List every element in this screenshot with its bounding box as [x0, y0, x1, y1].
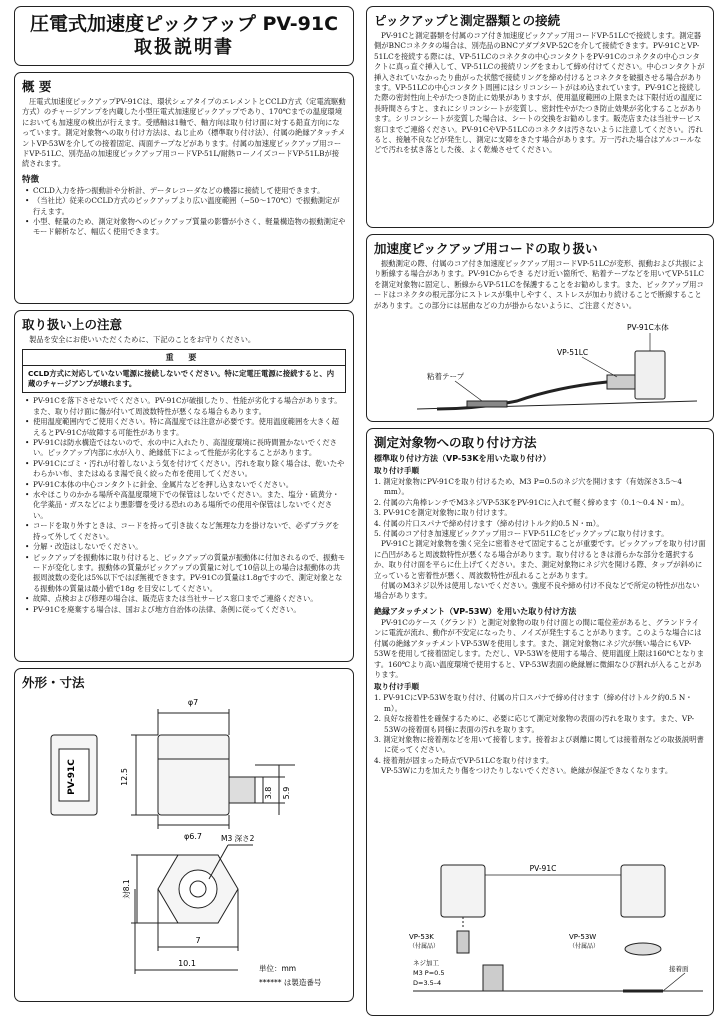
unit-note: 単位：mm	[259, 964, 297, 973]
precautions-section	[14, 310, 354, 662]
list-item: • 水やほこりのかかる場所や高温度環境下での保管はしないでください。また、塩分・硫黄分・化学薬品・ガスなどにより悪影響を受ける恐れのある場所での使用や保管はしないでください。	[33, 490, 346, 521]
fig-53w-label: VP-53W	[569, 933, 597, 941]
list-item: • CCLD入力を持つ振動計や分析計、データレコーダなどの機器に接続して使用できます。	[33, 186, 346, 196]
attachment-vp53w	[625, 943, 661, 955]
dimension-drawing	[23, 689, 345, 994]
dim-width-1: 7	[195, 936, 201, 945]
overview-heading: 概 要	[22, 79, 52, 94]
list-item: 3. PV-91Cを測定対象物に取り付けます。	[374, 508, 512, 518]
adhesive-tape	[467, 401, 507, 407]
dim-height: 12.5	[120, 768, 129, 786]
features-list	[22, 186, 346, 238]
list-item: • 故障、点検および修理の場合は、販売店または当社サービス窓口までご連絡ください。	[33, 594, 346, 604]
fig-adhesive-label: 接着面	[669, 965, 689, 973]
cord-illustration	[407, 321, 707, 417]
steps-heading: 取り付け手順	[374, 466, 419, 475]
thread-hole-section	[483, 965, 503, 991]
thread-hole	[190, 881, 206, 897]
cord-body: 振動測定の際、付属のコア付き加速度ピックアップ用コードVP-51LCが変形、振動および共振により断線する場合があります。PV-91Cからでき るだけ近い箇所で、粘着テープなどを用いてVP-51LCを測定対象物に固定し、断線からVP-51LCを保護することをお勧めします。また、ピックアップ用コードはコネクタの根元部分にストレスが集中しやすく、ストレスが加わり続けることで断線することがあります。この部分には屈曲などの力が掛からないように、ご注意ください。	[374, 259, 705, 310]
cord-section	[366, 234, 714, 422]
overview-section	[14, 72, 354, 304]
list-item: • 小型、軽量のため、測定対象物へのピックアップ質量の影響が小さく、軽量構造物の振動測定やモード解析など、幅広く使用できます。	[33, 217, 346, 238]
mounting-heading: 測定対象物への取り付け方法	[374, 435, 537, 450]
list-item: 5. 付属のコア付き加速度ピックアップ用コードVP-51LCをピックアップに取り付けます。	[374, 529, 669, 539]
standard-heading: 標準取り付け方法（VP-53Kを用いた取り付け）	[374, 454, 551, 463]
fig-screw-label: ネジ加工	[413, 959, 439, 967]
cord-heading: 加速度ピックアップ用コードの取り扱い	[374, 241, 598, 256]
standard-steps	[374, 477, 706, 539]
title-box	[14, 6, 354, 66]
list-item: • 使用温度範囲内でご使用ください。特に高温度では注意が必要です。使用温度範囲を大きく超えるとPV-91Cが故障する可能性があります。	[33, 417, 346, 438]
precautions-list	[22, 396, 346, 615]
precautions-intro: 製品を安全にお使いいただくために、下記のことをお守りください。	[29, 335, 256, 344]
body-label: PV-91C	[67, 759, 77, 795]
hex-spec: 対8.1	[122, 879, 131, 899]
overview-body: 圧電式加速度ピックアップPV-91Cは、環状シェアタイプのエレメントとCCLD方式（定電流駆動方式）のチャージアンプを内蔵した小型圧電式加速度ピックアップであり、170℃までの温度環境においても加速度の検出が行えます。受感軸は1軸で、軸方向は取り付け面に対する鉛直方向になっています。測定対象物への取り付け方法は、ねじ止め（標準取り付け法）、付属の絶縁アタッチメントVP-53Wを介しての接着固定、両面テープなどがあります。付属の加速度ピックアップ用コードVP-51LC、別売品の加速度ピックアップ用コードVP-51L/耐熱ローノイズコードVP-51LBが接続されます。	[22, 97, 346, 169]
pickup-body-side	[158, 735, 229, 815]
list-item: • PV-91Cは防水構造ではないので、水の中に入れたり、高湿度環境に長時間置かないでください。ピックアップ内部に水が入り、絶縁低下によって性能が劣化することがあります。	[33, 438, 346, 459]
fig-53k-label: VP-53K	[409, 933, 434, 941]
dim-bottom-diameter: φ6.7	[184, 832, 202, 841]
list-item: 3. 測定対象物に接着剤などを用いて接着します。接着および剥離に関しては接着剤などの取扱説明書に従ってください。	[374, 734, 704, 755]
body-label: PV-91C本体	[627, 323, 669, 332]
list-item: • PV-91Cを落下させないでください。PV-91Cが破損したり、性能が劣化する場合があります。また、取り付け面に傷が付いて周波数特性が悪くなる場合もあります。	[33, 396, 346, 417]
insulated-body: PV-91Cのケース（グランド）と測定対象物の取り付け面との間に電位差があると、グランドラインに電流が流れ、動作が不安定になったり、ノイズが発生することがあります。このような場合には付属の絶縁アタッチメントVP-53Wを使用します。また、測定対象物にネジ穴が無い場合にもVP-53Wを使用して接着固定します。ただし、VP-53Wを使用する場合、使用温度上限は160℃となります。160℃より高い温度環境で使用すると、VP-53W表面の絶縁層に微細なひび割れが入ることがあります。	[374, 617, 705, 679]
connection-section	[366, 6, 714, 228]
pickup-body	[635, 351, 665, 399]
insulated-heading: 絶縁アタッチメント（VP-53W）を用いた取り付け方法	[374, 606, 577, 616]
fig-m3-label: M3 P=0.5	[413, 969, 445, 977]
features-heading: 特徴	[22, 174, 40, 185]
list-item: 1. 測定対象物にPV-91Cを取り付けるため、M3 P=0.5のネジ穴を開けます（有効深さ3.5〜4 mm）。	[374, 477, 683, 497]
fig-53k-sub: （付属品）	[409, 943, 440, 950]
dim-connector-1: 3.8	[264, 786, 273, 800]
list-item: 2. 付属の六角棒レンチでM3ネジVP-53KをPV-91Cに入れて軽く締めます（0.1〜0.4 N・m）。	[374, 497, 689, 507]
dimensions-section	[14, 668, 354, 1002]
connection-heading: ピックアップと測定器類との接続	[374, 13, 561, 28]
insulated-steps	[374, 693, 706, 766]
pickup-left	[441, 865, 485, 917]
right-column	[366, 6, 714, 1022]
precautions-heading: 取り扱い上の注意	[22, 317, 123, 332]
dim-width-2: 10.1	[178, 959, 196, 968]
list-item: • コードを取り外すときは、コードを持って引き抜くなど無理な力を掛けないで、必ずプラグを持って外してください。	[33, 521, 346, 542]
list-item: • 分解・改造はしないでください。	[33, 542, 346, 552]
list-item: 4. 付属の片口スパナで締め付けます（締め付けトルク約0.5 N・m）。	[374, 518, 604, 528]
list-item: • PV-91Cを廃棄する場合は、国および地方自治体の法律、条例に従ってください。	[33, 605, 346, 615]
list-item: • PV-91C本体の中心コンタクトに針金、金属片などを押し込まないでください。	[33, 480, 346, 490]
fig-d-label: D=3.5–4	[413, 979, 442, 987]
screw-vp53k	[457, 931, 469, 953]
tape-label: 粘着テープ	[427, 372, 465, 381]
fig-pv-label: PV-91C	[529, 864, 557, 873]
mounting-illustration	[373, 861, 707, 1011]
list-item: • （当社比）従来のCCLD方式のピックアップより広い温度範囲（−50〜170℃）で振動測定が行えます。	[33, 196, 346, 217]
list-item: 4. 接着剤が固まった時点でVP-51LCを取り付けます。	[374, 755, 554, 765]
mounting-section	[366, 428, 714, 1016]
dimensions-heading: 外形・寸法	[22, 675, 85, 690]
list-item: 1. PV-91CにVP-53Wを取り付け、付属の片口スパナで締め付けます（締め付けトルク約0.5 N・m）。	[374, 693, 693, 713]
important-body: CCLD方式に対応していない電源に接続しないでください。特に定電圧電源に接続すると、内蔵のチャージアンプが壊れます。	[28, 369, 334, 389]
cord-label: VP-51LC	[557, 348, 589, 357]
product-title: 圧電式加速度ピックアップ PV-91C	[29, 13, 339, 35]
left-column	[14, 6, 354, 1008]
important-box	[22, 349, 346, 393]
cord-cable	[437, 382, 607, 409]
list-item: • PV-91Cにゴミ・汚れが付着しないよう気を付けてください。汚れを取り除く場合は、乾いたやわらかい布、またはぬるま湯で良く絞った布を使用してください。	[33, 459, 346, 480]
steps-heading-2: 取り付け手順	[374, 682, 419, 692]
list-item: • ピックアップを振動体に取り付けると、ピックアップの質量が振動体に付加されるので、振動モードが変化します。振動体の質量がピックアップの質量に対して10倍以上の場合は振動体の共振周波数の変化は5%以下ではぼ無視できます。PV-91Cの質量は1.8gですので、測定対象となる振動体の質量は最小値で18g を目安にしてください。	[33, 553, 346, 595]
thread-spec: M3 深さ2	[221, 834, 255, 843]
serial-note: ****** は製造番号	[259, 978, 322, 987]
insulated-note: VP-53Wに力を加えたり傷をつけたりしないでください。絶縁が保証できなくなります。	[381, 766, 673, 776]
dim-top-diameter: φ7	[187, 698, 199, 707]
important-heading: 重 要	[23, 350, 345, 366]
list-item: 2. 良好な接着性を確保するために、必要に応じて測定対象物の表面の汚れを取ります。また、VP-53Wの接着面も同様に表面の汚れを取ります。	[374, 714, 695, 734]
standard-note-2: 付属のM3ネジ以外は使用しないでください。強度不良や締め付け不良などで所定の特性が出ない場合があります。	[374, 581, 700, 601]
connection-body: PV-91Cと測定器類を付属のコア付き加速度ピックアップ用コードVP-51LCで接続します。測定器側がBNCコネクタの場合は、別売品のBNCアダプタVP-52Cを介して接続できます。PV-91CとVP-51LCを接続する際には、VP-51LCのコネクタの中心コンタクトをPV-91Cのコネクタの中心コンタクトに真っ直ぐ挿入して、VP-51LCの接続リングをまわして締め付けてください。中心コンタクトが挿入されていなかったり曲がった状態で接続リングを締め付けるとコネクタを破損させる場合があります。VP-51LCの中心コンタクト周囲にはシリコンシートがはめ込まれています。PV-91Cと接続した際の密封性向上やがたつき防止に効果がありますが、使用温度範囲の上限または下限付近の温度に長時間さらすと、まれにシリコンシートが変質し、密封性やがたつき防止効果が劣化することがあります。シリコンシートが変質した場合は、シートの交換をお勧めします。販売店または当社サービス窓口までご連絡ください。PV-91CやVP-51LCのコネクタは汚さないように注意してください。汚れると、接触不良などが発生し、測定に支障をきたす場合があります。万一汚れた場合はアルコールなどで汚れを拭き落とした後、よく乾燥させてください。	[374, 31, 705, 155]
pickup-right	[621, 865, 665, 917]
dim-connector-2: 5.9	[282, 786, 291, 800]
connector-side	[229, 777, 255, 803]
standard-note: PV-91Cと測定対象物を強く完全に密着させて固定することが重要です。ピックアップを取り付け面に凸凹があると周波数特性が悪くなる場合があります。取り付けるときは滑らかな部分を選択するか、取り付け面を平らに仕上げてください。また、測定対象物にネジ穴を開ける際、タップが斜めに立っていると密着性が悪く、周波数特性が乱れることがあります。	[374, 539, 706, 580]
connector	[607, 375, 635, 389]
manual-title: 取扱説明書	[134, 37, 234, 58]
fig-53w-sub: （付属品）	[569, 943, 600, 950]
